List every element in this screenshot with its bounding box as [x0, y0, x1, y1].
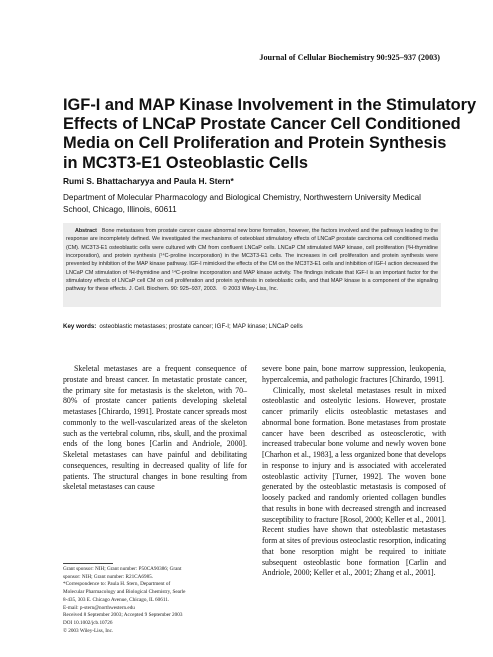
title-line: in MC3T3-E1 Osteoblastic Cells — [63, 153, 309, 172]
abstract-text: Bone metastases from prostate cancer cause abnormal new bone formation, however, the factors involved and the pathways leading to the response are incompletely defined. We investigated the mechanisms of osteoblast stimulatory effects of LNCaP prostate carcinoma cell conditioned media (CM). MC3T3-E1 osteoblastic cells were cultured with CM from confluent LNCaP cells. LNCaP CM stimulated MAP kinase, cell proliferation (³H-thymidine incorporation), and protein synthesis (¹⁴C-proline incorporation) in the MC3T3-E1 cells. The increases in cell proliferation and protein synthesis were prevented by inhibition of the MAP kinase pathway. IGF-I mimicked the effects of the CM on the MC3T3-E1 cells and inhibition of IGF-I action decreased the LNCaP CM stimulation of ³H-thymidine and ¹⁴C-proline incorporation and MAP kinase activity. The findings indicate that IGF-I is an important factor for the stimulatory effects of LNCaP cell CM on cell proliferation and protein synthesis in osteoblastic cells, and that MAP kinase is a component of the signaling pathway for these effects. J. Cell. Biochem. 90: 925–937, 2003. — [66, 228, 438, 293]
affiliation: Department of Molecular Pharmacology and Biological Chemistry, Northwestern University Medical School, Chicago, Illinois, 60611 — [63, 193, 421, 214]
footnote-divider — [63, 563, 113, 564]
footnote-line: sponsor: NIH; Grant number: R21CA6985. — [63, 573, 154, 580]
body-column-left — [63, 364, 247, 493]
footnote-copyright: © 2003 Wiley-Liss, Inc. — [63, 627, 114, 634]
body-paragraph: Clinically, most skeletal metastases result in mixed osteoblastic and osteolytic lesions. However, prostate cancer primarily elicits osteoblastic metastases and abnormal bone formation. Bone metastases from prostate cancer have been described as osteosclerotic, with increased trabecular bone volume and newly woven bone [Charhon et al., 1983], a less organized bone that develops in response to injury and is associated with accelerated osteoblastic activity [Turner, 1992]. The woven bone generated by the osteoblastic metastasis is composed of loosely packed and randomly oriented collagen bundles that results in bone with decreased strength and increased susceptibility to fracture [Rosol, 2000; Keller et al., 2001]. Recent studies have shown that osteoblastic metastases form at sites of previous osteoclastic resorption, indicating that bone resorption might be required to initiate subsequent osteoblastic bone formation [Carlin and Andriole, 2000; Keller et al., 2001; Zhang et al., 2001]. — [262, 385, 446, 578]
footnote-line: Grant sponsor: NIH; Grant number: P50CA90386; Grant — [63, 566, 182, 572]
journal-citation: Journal of Cellular Biochemistry 90:925–937 (2003) — [259, 53, 440, 62]
article-title — [63, 96, 477, 173]
body-paragraph: Skeletal metastases are a frequent consequence of prostate and breast cancer. In metastatic prostate cancer, the primary site for metastasis is the skeleton, with 70–80% of prostate cancer patients developing skeletal metastases [Chirardo, 1991]. Prostate cancer spreads most commonly to the well-vascularized areas of the skeleton such as the vertebral column, ribs, skull, and the proximal ends of the long bones [Carlin and Andriole, 2000]. Skeletal metastases can have painful and debilitating consequences, resulting in decreased quality of life for patients. The structural changes in bone resulting from skeletal metastases can cause — [63, 364, 247, 492]
title-line: Effects of LNCaP Prostate Cancer Cell Conditioned — [63, 115, 461, 134]
footnote-line: *Correspondence to: Paula H. Stern, Department of — [63, 581, 171, 588]
keywords-text: osteoblastic metastases; prostate cancer; IGF-I; MAP kinase; LNCaP cells — [99, 323, 303, 330]
footnote-email: E-mail: p-stern@northwestern.edu — [63, 604, 135, 611]
keywords-label: Key words: — [63, 323, 97, 330]
footnote-line: Molecular Pharmacology and Biological Chemistry, Searle — [63, 589, 186, 596]
abstract-block — [66, 227, 438, 294]
abstract-copyright: © 2003 Wiley-Liss, Inc. — [222, 286, 278, 293]
footnote-doi: DOI 10.1002/jcb.10726 — [63, 619, 113, 626]
footnote-line: Received 8 September 2003; Accepted 9 September 2003 — [63, 612, 183, 619]
title-line: IGF-I and MAP Kinase Involvement in the Stimulatory — [63, 96, 477, 114]
footnotes — [63, 566, 247, 635]
body-column-right — [262, 364, 446, 579]
footnote-line: 8-435, 303 E. Chicago Avenue, Chicago, IL 60611. — [63, 596, 170, 603]
title-line: Media on Cell Proliferation and Protein Synthesis — [63, 134, 447, 153]
abstract-label: Abstract — [75, 228, 97, 234]
keywords-line — [63, 323, 443, 330]
body-paragraph: severe bone pain, bone marrow suppression, leukopenia, hypercalcemia, and pathologic fractures [Chirardo, 1991]. — [262, 364, 446, 384]
author-list: Rumi S. Bhattacharyya and Paula H. Stern* — [63, 176, 234, 186]
